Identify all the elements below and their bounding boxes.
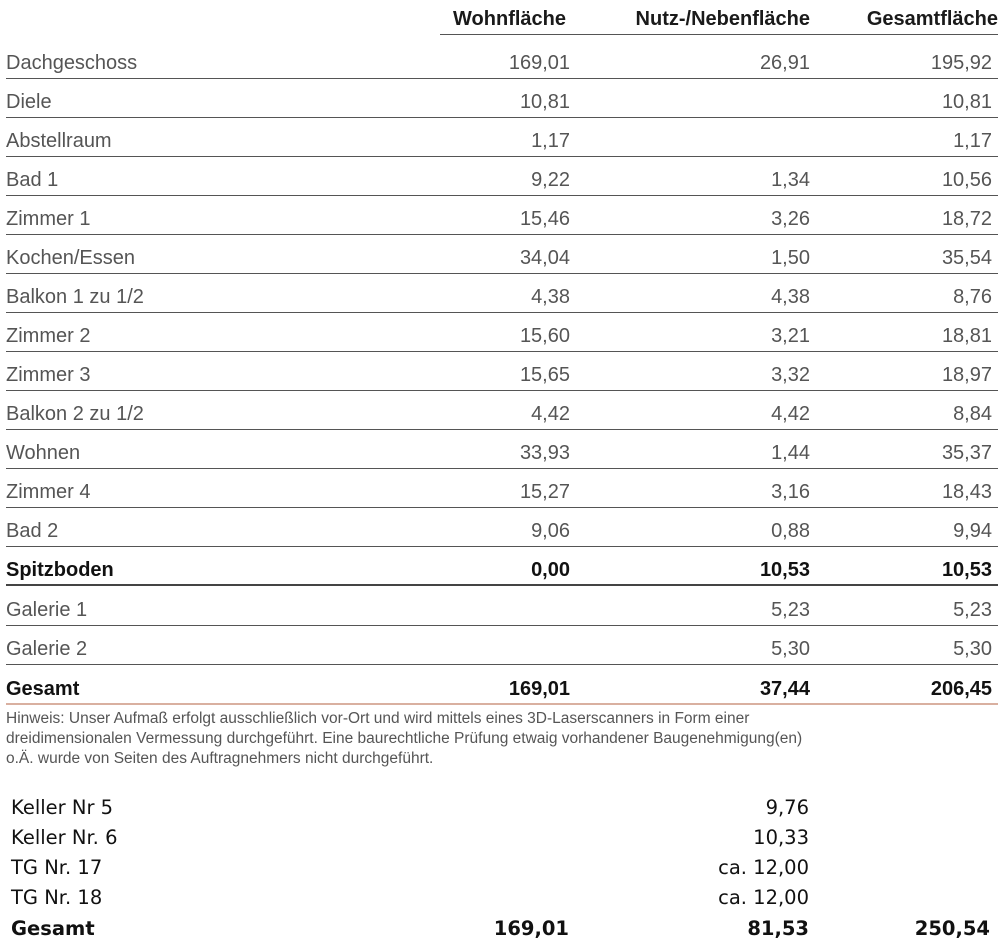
table-row bbox=[6, 157, 998, 196]
list-item bbox=[11, 853, 998, 883]
list-item bbox=[11, 883, 998, 913]
cell-wohnflaeche: 9,22 bbox=[531, 169, 570, 191]
table-row bbox=[6, 430, 998, 469]
table-row bbox=[6, 235, 998, 274]
cell-gesamtflaeche: 8,76 bbox=[953, 286, 992, 308]
cell-gesamtflaeche: 18,72 bbox=[941, 208, 992, 230]
table-row bbox=[6, 391, 998, 430]
table-row bbox=[6, 118, 998, 157]
cell-wohnflaeche: 34,04 bbox=[519, 247, 570, 269]
row-name: Zimmer 1 bbox=[6, 208, 91, 230]
cell-wohnflaeche: 4,38 bbox=[531, 286, 570, 308]
item-gesamtflaeche: 250,54 bbox=[914, 917, 990, 940]
cell-gesamtflaeche: 18,81 bbox=[941, 325, 992, 347]
row-name: Zimmer 2 bbox=[6, 325, 91, 347]
table-row bbox=[6, 196, 998, 235]
table-row bbox=[6, 274, 998, 313]
cell-gesamtflaeche: 10,56 bbox=[941, 169, 992, 191]
cell-gesamtflaeche: 206,45 bbox=[930, 678, 992, 700]
cell-wohnflaeche: 169,01 bbox=[508, 678, 570, 700]
cell-gesamtflaeche: 35,37 bbox=[941, 442, 992, 464]
grand-total-row bbox=[11, 914, 998, 944]
cell-gesamtflaeche: 195,92 bbox=[930, 52, 992, 74]
cell-nutzflaeche: 3,16 bbox=[771, 481, 810, 503]
item-nutzflaeche: 10,33 bbox=[753, 826, 809, 849]
row-name: Zimmer 4 bbox=[6, 481, 91, 503]
list-item bbox=[11, 793, 998, 823]
cell-wohnflaeche: 15,27 bbox=[519, 481, 570, 503]
cell-gesamtflaeche: 8,84 bbox=[953, 403, 992, 425]
cell-nutzflaeche: 3,26 bbox=[771, 208, 810, 230]
cell-nutzflaeche: 3,21 bbox=[771, 325, 810, 347]
cell-wohnflaeche: 1,17 bbox=[531, 130, 570, 152]
item-name: TG Nr. 17 bbox=[11, 856, 103, 879]
row-name: Bad 1 bbox=[6, 169, 59, 191]
row-name: Diele bbox=[6, 91, 52, 113]
cell-gesamtflaeche: 5,23 bbox=[953, 599, 992, 621]
item-nutzflaeche: 9,76 bbox=[765, 796, 809, 819]
cell-nutzflaeche: 37,44 bbox=[759, 678, 810, 700]
item-name: TG Nr. 18 bbox=[11, 886, 103, 909]
row-name: Gesamt bbox=[6, 678, 80, 700]
table-row bbox=[6, 626, 998, 665]
item-nutzflaeche: 81,53 bbox=[747, 917, 809, 940]
item-name: Keller Nr. 6 bbox=[11, 826, 118, 849]
table-row-spitzboden bbox=[6, 547, 998, 586]
row-name: Balkon 1 zu 1/2 bbox=[6, 286, 144, 308]
row-name: Spitzboden bbox=[6, 559, 114, 581]
cell-gesamtflaeche: 9,94 bbox=[953, 520, 992, 542]
item-wohnflaeche: 169,01 bbox=[493, 917, 569, 940]
cell-nutzflaeche: 1,50 bbox=[771, 247, 810, 269]
cell-nutzflaeche: 26,91 bbox=[759, 52, 810, 74]
cell-gesamtflaeche: 5,30 bbox=[953, 638, 992, 660]
row-divider bbox=[6, 703, 998, 705]
row-name: Balkon 2 zu 1/2 bbox=[6, 403, 144, 425]
cell-nutzflaeche: 1,34 bbox=[771, 169, 810, 191]
row-name: Dachgeschoss bbox=[6, 52, 138, 74]
row-name: Abstellraum bbox=[6, 130, 112, 152]
cell-wohnflaeche: 15,60 bbox=[519, 325, 570, 347]
table-row bbox=[6, 79, 998, 118]
cell-nutzflaeche: 1,44 bbox=[771, 442, 810, 464]
header-nutz-nebenflaeche: Nutz-/Nebenfläche bbox=[635, 8, 810, 30]
row-name: Wohnen bbox=[6, 442, 81, 464]
item-nutzflaeche: ca. 12,00 bbox=[718, 886, 809, 909]
table-row bbox=[6, 508, 998, 547]
cell-wohnflaeche: 33,93 bbox=[519, 442, 570, 464]
table-row bbox=[6, 352, 998, 391]
row-name: Bad 2 bbox=[6, 520, 59, 542]
row-name: Galerie 1 bbox=[6, 599, 88, 621]
table-row bbox=[6, 469, 998, 508]
cell-gesamtflaeche: 18,43 bbox=[941, 481, 992, 503]
cell-nutzflaeche: 0,88 bbox=[771, 520, 810, 542]
table-row-gesamt bbox=[6, 666, 998, 705]
cell-wohnflaeche: 0,00 bbox=[531, 559, 570, 581]
cell-gesamtflaeche: 1,17 bbox=[953, 130, 992, 152]
row-divider bbox=[6, 584, 998, 587]
cell-nutzflaeche: 4,42 bbox=[771, 403, 810, 425]
row-name: Kochen/Essen bbox=[6, 247, 135, 269]
cell-nutzflaeche: 5,30 bbox=[771, 638, 810, 660]
cell-nutzflaeche: 5,23 bbox=[771, 599, 810, 621]
cell-nutzflaeche: 4,38 bbox=[771, 286, 810, 308]
cell-gesamtflaeche: 18,97 bbox=[941, 364, 992, 386]
cell-gesamtflaeche: 35,54 bbox=[941, 247, 992, 269]
item-name: Gesamt bbox=[11, 917, 95, 940]
cell-wohnflaeche: 15,65 bbox=[519, 364, 570, 386]
cell-gesamtflaeche: 10,53 bbox=[941, 559, 992, 581]
cell-wohnflaeche: 9,06 bbox=[531, 520, 570, 542]
list-item bbox=[11, 823, 998, 853]
table-row bbox=[6, 587, 998, 626]
measurement-note bbox=[6, 709, 986, 769]
item-name: Keller Nr 5 bbox=[11, 796, 114, 819]
cell-gesamtflaeche: 10,81 bbox=[941, 91, 992, 113]
table-row-dachgeschoss bbox=[6, 40, 998, 79]
cell-wohnflaeche: 169,01 bbox=[508, 52, 570, 74]
row-name: Zimmer 3 bbox=[6, 364, 91, 386]
cell-wohnflaeche: 4,42 bbox=[531, 403, 570, 425]
note-line: dreidimensionalen Vermessung durchgeführt. Eine baurechtliche Prüfung etwaig vorhandener Baugenehmigung(en) bbox=[6, 730, 803, 747]
row-divider bbox=[6, 664, 998, 666]
cell-wohnflaeche: 15,46 bbox=[519, 208, 570, 230]
cell-nutzflaeche: 10,53 bbox=[759, 559, 810, 581]
table-row bbox=[6, 313, 998, 352]
header-wohnflaeche: Wohnfläche bbox=[453, 8, 566, 30]
item-nutzflaeche: ca. 12,00 bbox=[718, 856, 809, 879]
row-name: Galerie 2 bbox=[6, 638, 88, 660]
cell-wohnflaeche: 10,81 bbox=[519, 91, 570, 113]
note-line: o.Ä. wurde von Seiten des Auftragnehmers nicht durchgeführt. bbox=[6, 750, 434, 767]
header-gesamtflaeche: Gesamtfläche bbox=[866, 8, 998, 30]
cell-nutzflaeche: 3,32 bbox=[771, 364, 810, 386]
header-divider bbox=[440, 34, 998, 35]
note-line: Hinweis: Unser Aufmaß erfolgt ausschließlich vor-Ort und wird mittels eines 3D-Laserscanners in Form einer bbox=[6, 710, 750, 727]
